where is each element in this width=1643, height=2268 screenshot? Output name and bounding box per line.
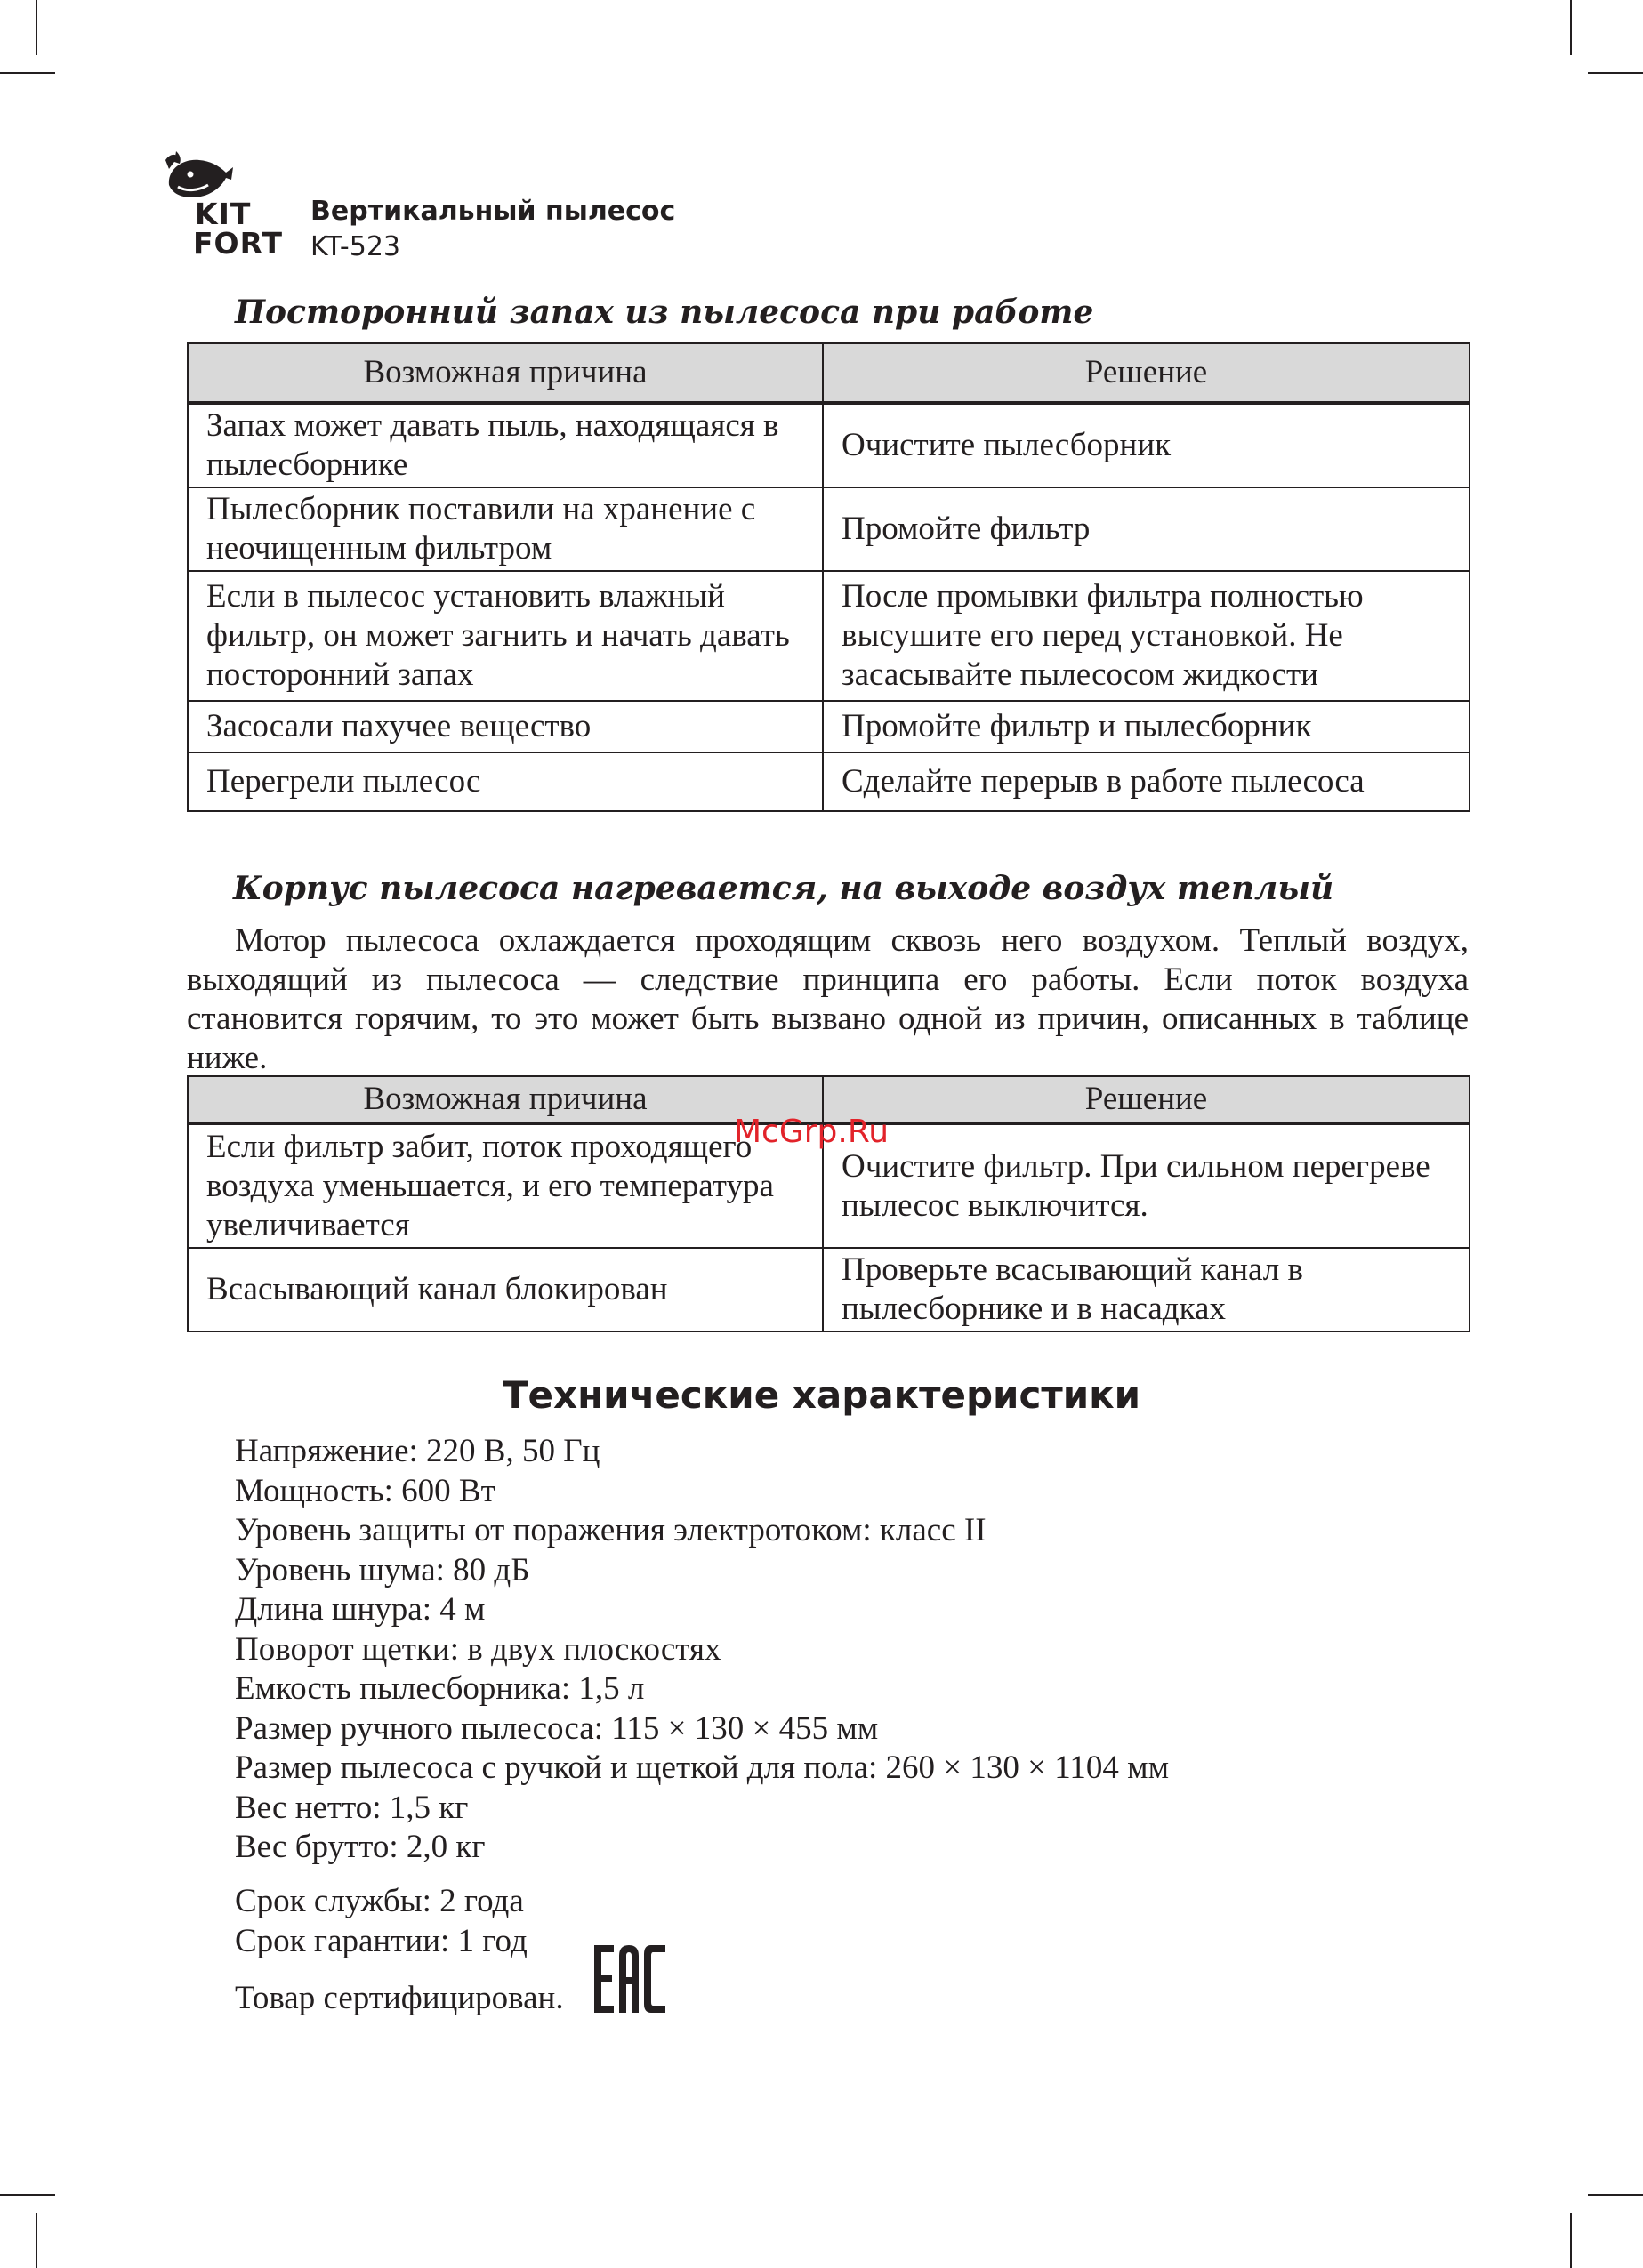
service-info [235, 1882, 528, 1961]
spec-item: Мощность: 600 Вт [235, 1472, 495, 1509]
cause-cell: Перегрели пылесос [188, 752, 823, 811]
warranty-period: Срок гарантии: 1 год [235, 1922, 528, 1959]
solution-cell: Промойте фильтр [823, 487, 1470, 571]
solution-cell: Проверьте всасывающий канал в пылесборнике и в насадках [823, 1248, 1470, 1331]
brand-word-2: FORT [193, 226, 284, 261]
spec-item: Длина шнура: 4 м [235, 1591, 486, 1628]
table-row [188, 403, 1470, 487]
cause-cell: Если в пылесос установить влажный фильтр, он может загнить и начать давать посторонний запах [188, 571, 823, 701]
cause-cell: Засосали пахучее вещество [188, 701, 823, 752]
table-header-row [188, 343, 1470, 403]
crop-mark [36, 0, 37, 55]
crop-mark [1570, 2213, 1572, 2268]
spec-item: Уровень шума: 80 дБ [235, 1551, 530, 1588]
watermark: McGrp.Ru [734, 1114, 890, 1150]
table-row [188, 701, 1470, 752]
cause-cell: Всасывающий канал блокирован [188, 1248, 823, 1331]
spec-item: Размер пылесоса с ручкой и щеткой для пола: 260 × 130 × 1104 мм [235, 1749, 1169, 1786]
solution-cell: После промывки фильтра полностью высушите его перед установкой. Не засасывайте пылесосом жидкости [823, 571, 1470, 701]
section2-paragraph: Мотор пылесоса охлаждается проходящим сквозь него воздухом. Теплый воздух, выходящий из пылесоса — следствие принципа его работы. Если поток воздуха становится горячим, то это может быть вызвано одной из причин, описанных в таблице ниже. [187, 922, 1469, 1076]
section2-heading: Корпус пылесоса нагревается, на выходе воздух теплый [233, 870, 1334, 907]
spec-item: Поворот щетки: в двух плоскостях [235, 1630, 721, 1668]
document-title: Вертикальный пылесос [310, 196, 676, 227]
document-model: KT-523 [310, 231, 401, 262]
spec-item: Вес нетто: 1,5 кг [235, 1789, 469, 1826]
eac-mark-icon [592, 1943, 667, 2019]
crop-mark [36, 2213, 37, 2268]
table-row [188, 752, 1470, 811]
brand-wordmark [193, 197, 284, 261]
spec-item: Размер ручного пылесоса: 115 × 130 × 455 мм [235, 1709, 879, 1747]
solution-cell: Очистите фильтр. При сильном перегреве пылесос выключится. [823, 1123, 1470, 1248]
table-row [188, 1248, 1470, 1331]
table-row [188, 487, 1470, 571]
crop-mark [0, 72, 55, 74]
brand-word-1: KIT [195, 197, 252, 231]
service-life: Срок службы: 2 года [235, 1883, 524, 1919]
column-header-solution: Решение [823, 1076, 1470, 1123]
tech-specs-heading: Технические характеристики [502, 1373, 1141, 1417]
crop-mark [0, 2194, 55, 2196]
spec-item: Уровень защиты от поражения электротоком: класс II [235, 1512, 987, 1548]
tech-specs-list [235, 1432, 1169, 1868]
section1-table [187, 342, 1470, 812]
column-header-solution: Решение [823, 343, 1470, 403]
cause-cell: Если фильтр забит, поток проходящего воздуха уменьшается, и его температура увеличивается [188, 1123, 823, 1248]
column-header-cause: Возможная причина [188, 1076, 823, 1123]
cause-cell: Пылесборник поставили на хранение с неочищенным фильтром [188, 487, 823, 571]
crop-mark [1588, 2194, 1643, 2196]
crop-mark [1588, 72, 1643, 74]
crop-mark [1570, 0, 1572, 55]
section1-heading: Посторонний запах из пылесоса при работе [235, 294, 1094, 331]
certification-text: Товар сертифицирован. [235, 1980, 564, 2016]
solution-cell: Промойте фильтр и пылесборник [823, 701, 1470, 752]
solution-cell: Сделайте перерыв в работе пылесоса [823, 752, 1470, 811]
spec-item: Емкость пылесборника: 1,5 л [235, 1670, 645, 1707]
column-header-cause: Возможная причина [188, 343, 823, 403]
spec-item: Напряжение: 220 В, 50 Гц [235, 1433, 600, 1469]
solution-cell: Очистите пылесборник [823, 403, 1470, 487]
cause-cell: Запах может давать пыль, находящаяся в пылесборнике [188, 403, 823, 487]
table-row [188, 571, 1470, 701]
spec-item: Вес брутто: 2,0 кг [235, 1829, 486, 1865]
